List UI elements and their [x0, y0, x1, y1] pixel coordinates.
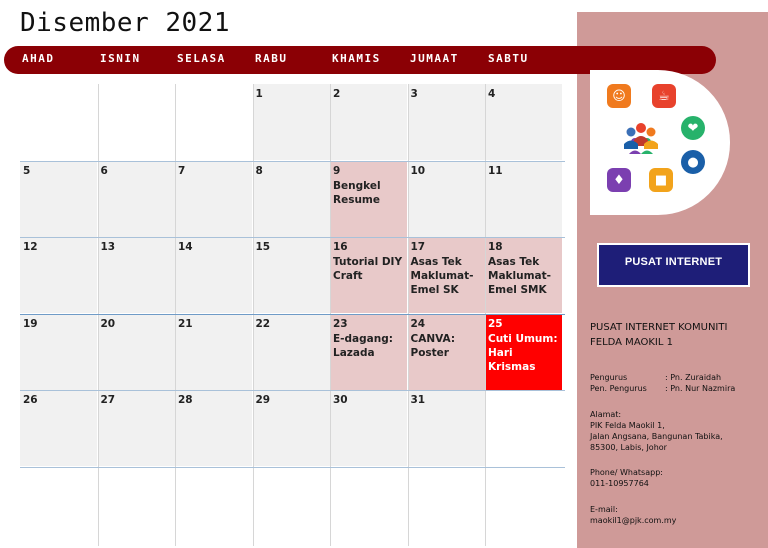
weekday-rabu: RABU — [255, 52, 288, 65]
weekday-isnin: ISNIN — [100, 52, 141, 65]
grid-row-divider — [20, 237, 565, 238]
day-cell — [98, 237, 175, 313]
day-number: 2 — [333, 88, 341, 100]
location-pin-icon: ● — [681, 150, 705, 174]
day-cell — [485, 314, 562, 390]
grid-row-divider — [20, 467, 565, 468]
day-number: 28 — [178, 394, 193, 406]
day-number: 20 — [100, 317, 116, 330]
calendar-title: Disember 2021 — [20, 8, 230, 38]
day-number: 11 — [488, 164, 503, 177]
day-number: 15 — [255, 241, 271, 253]
day-cell — [175, 161, 252, 237]
pen-pengurus-value: : Pn. Nur Nazmira — [665, 384, 736, 393]
day-number: 29 — [255, 394, 271, 406]
day-cell — [253, 237, 330, 313]
calendar-grid — [20, 84, 565, 546]
day-event: CANVA: Poster — [410, 332, 456, 359]
day-cell — [408, 84, 485, 160]
day-number: 26 — [23, 394, 38, 406]
day-cell — [175, 314, 252, 390]
day-cell — [98, 84, 175, 160]
day-number: 24 — [410, 317, 426, 330]
center-name-line-1: PUSAT INTERNET KOMUNITI — [590, 322, 728, 333]
weekday-khamis: KHAMIS — [332, 52, 381, 65]
day-cell — [175, 390, 252, 466]
day-event: Tutorial DIY Craft — [333, 256, 403, 282]
weekday-selasa: SELASA — [177, 52, 226, 65]
day-number: 8 — [255, 164, 263, 177]
day-cell — [485, 161, 562, 237]
day-number: 21 — [178, 317, 193, 330]
pusat-internet-logo — [597, 243, 750, 287]
day-number: 17 — [410, 241, 426, 253]
day-cell — [20, 237, 97, 313]
day-cell — [408, 237, 485, 313]
email-value: maokil1@pjk.com.my — [590, 516, 677, 525]
day-cell — [98, 314, 175, 390]
day-number: 12 — [23, 241, 38, 253]
weekday-ahad: AHAD — [22, 52, 55, 65]
day-cell — [408, 390, 485, 466]
day-cell — [253, 390, 330, 466]
day-number: 22 — [255, 317, 271, 330]
day-cell — [330, 237, 407, 313]
day-cell — [253, 314, 330, 390]
day-event: E-dagang: Lazada — [333, 332, 393, 359]
day-number: 31 — [410, 394, 426, 406]
shield-icon: ■ — [649, 168, 673, 192]
center-name-line-2: FELDA MAOKIL 1 — [590, 337, 673, 348]
pengurus-label: Pengurus — [590, 373, 628, 382]
coffee-icon: ☕ — [652, 84, 676, 108]
day-cell — [175, 84, 252, 160]
day-cell — [408, 314, 485, 390]
people-icon — [621, 120, 661, 156]
day-cell — [20, 161, 97, 237]
day-cell — [485, 390, 562, 466]
day-number: 10 — [410, 164, 426, 177]
grid-column-divider — [330, 84, 331, 546]
day-number: 14 — [178, 241, 193, 253]
day-number: 25 — [488, 317, 503, 330]
day-cell — [253, 161, 330, 237]
day-cell — [98, 390, 175, 466]
pengurus-value: : Pn. Zuraidah — [665, 373, 722, 382]
day-cell — [20, 84, 97, 160]
day-number: 7 — [178, 164, 186, 177]
day-number: 5 — [23, 164, 31, 177]
day-cell — [98, 161, 175, 237]
weekday-jumaat: JUMAAT — [410, 52, 459, 65]
grid-column-divider — [98, 84, 99, 546]
day-cell — [253, 84, 330, 160]
day-cell — [485, 84, 562, 160]
phone-value: 011-10957764 — [590, 479, 649, 488]
day-number: 4 — [488, 88, 496, 100]
day-cell — [330, 84, 407, 160]
day-number: 19 — [23, 317, 38, 330]
grid-column-divider — [408, 84, 409, 546]
day-event: Asas Tek Maklumat-Emel SK — [410, 256, 474, 296]
day-cell — [175, 237, 252, 313]
day-number: 9 — [333, 164, 341, 177]
alamat-line-3: 85300, Labis, Johor — [590, 443, 667, 452]
day-number: 18 — [488, 241, 503, 253]
day-number: 27 — [100, 394, 116, 406]
alamat-label: Alamat: — [590, 410, 622, 419]
day-cell — [330, 314, 407, 390]
day-cell — [20, 390, 97, 466]
service-icons — [577, 70, 722, 215]
grid-row-divider — [20, 161, 565, 162]
day-number: 23 — [333, 317, 348, 330]
grid-column-divider — [253, 84, 254, 546]
day-number: 13 — [100, 241, 116, 253]
logo-title: PUSAT INTERNET — [624, 256, 723, 268]
day-event: Bengkel Resume — [333, 179, 381, 206]
day-cell — [408, 161, 485, 237]
weekday-sabtu: SABTU — [488, 52, 529, 65]
grid-row-divider — [20, 390, 565, 391]
grid-column-divider — [175, 84, 176, 546]
cart-icon: ♦ — [607, 168, 631, 192]
email-label: E-mail: — [590, 505, 618, 514]
phone-label: Phone/ Whatsapp: — [590, 468, 663, 477]
day-number: 6 — [100, 164, 108, 177]
day-cell — [20, 314, 97, 390]
alamat-line-1: PIK Felda Maokil 1, — [590, 421, 665, 430]
day-event: Cuti Umum: Hari Krismas — [488, 332, 558, 373]
day-cell — [330, 161, 407, 237]
day-cell — [485, 237, 562, 313]
alamat-line-2: Jalan Angsana, Bangunan Tabika, — [590, 432, 723, 441]
day-event: Asas Tek Maklumat-Emel SMK — [488, 256, 551, 296]
grid-column-divider — [485, 84, 486, 546]
day-number: 1 — [255, 88, 263, 100]
pen-pengurus-label: Pen. Pengurus — [590, 384, 647, 393]
group-icon: ☺ — [607, 84, 631, 108]
day-cell — [330, 390, 407, 466]
grid-row-divider — [20, 314, 565, 315]
stethoscope-icon: ❤ — [681, 116, 705, 140]
day-number: 16 — [333, 241, 348, 253]
day-number: 3 — [410, 88, 418, 100]
day-number: 30 — [333, 394, 348, 406]
